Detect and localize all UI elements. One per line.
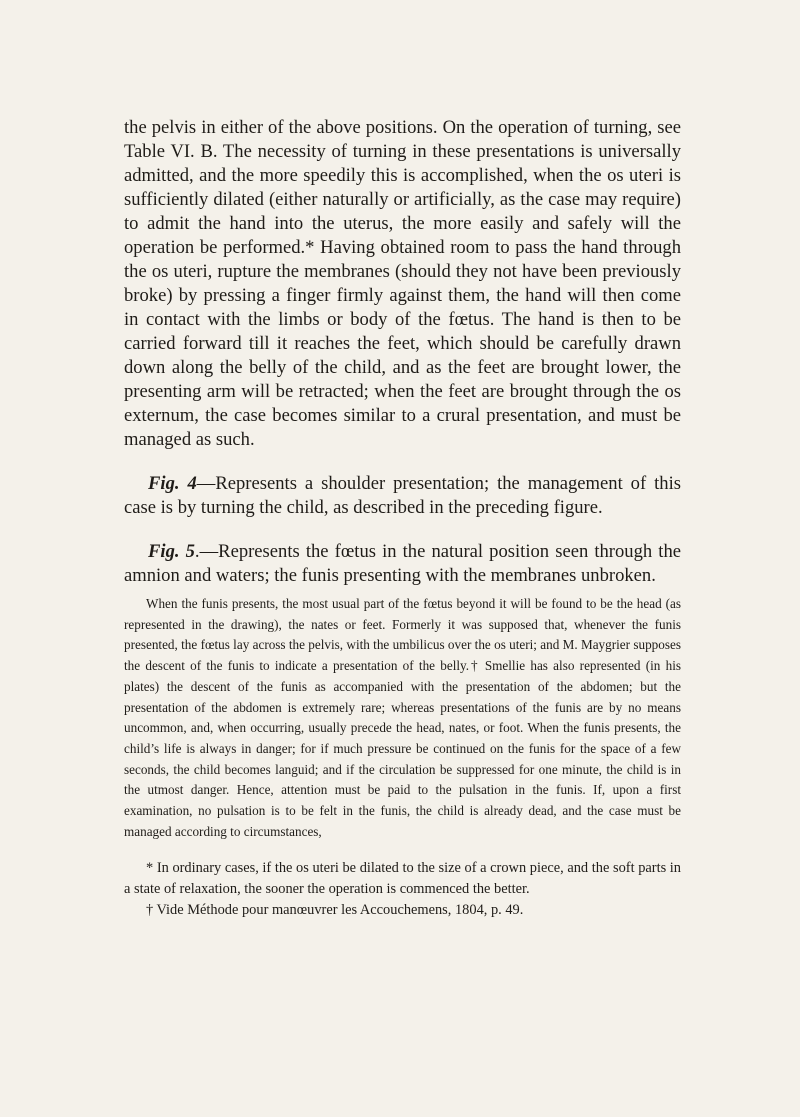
fig-5-label: Fig. 5 [148, 541, 195, 562]
footnotes [124, 858, 681, 921]
paragraph-fig-5 [124, 540, 681, 588]
paragraph-fig-4 [124, 472, 681, 520]
fig-4-text: —Represents a shoulder presentation; the management of this case is by turning the child, as described in the preceding figure. [124, 473, 681, 518]
paragraph-funis: When the funis presents, the most usual part of the fœtus beyond it will be found to be the head (as represented in the drawing), the nates or feet. Formerly it was supposed that, whenever the funis presented, the fœtus lay across the pelvis, with the umbilicus over the os uteri; and M. Maygrier supposes the descent of the funis to indicate a presentation of the belly.† Smellie has also represented (in his plates) the descent of the funis as accompanied with the presentation of the abdomen; but the presentation of the abdomen is extremely rare; whereas presentations of the funis are by no means uncommon, and, when occurring, usually precede the head, nates, or foot. When the funis presents, the child’s life is always in danger; for if much pressure be continued on the funis for the space of a few seconds, the child becomes languid; and if the circulation be suppressed for one minute, the child is in the utmost danger. Hence, attention must be paid to the pulsation in the funis. If, upon a first examination, no pulsation is to be felt in the funis, the child is already dead, and the case must be managed according to circumstances, [124, 596, 681, 839]
fig-5-text: .—Represents the fœtus in the natural position seen through the amnion and waters; the funis presenting with the membranes unbroken. [124, 541, 682, 586]
footnote-dagger: † Vide Méthode pour manœuvrer les Accouchemens, 1804, p. 49. [146, 902, 524, 919]
book-page [124, 116, 681, 921]
paragraph-turning: the pelvis in either of the above positions. On the operation of turning, see Table VI. B. The necessity of turning in these presentations is universally admitted, and the more speedily this is accomplished, when the os uteri is sufficiently dilated (either naturally or artificially, as the case may require) to admit the hand into the uterus, the more easily and safely will the operation be performed.* Having obtained room to pass the hand through the os uteri, rupture the membranes (should they not have been previously broke) by pressing a finger firmly against them, the hand will then come in contact with the limbs or body of the fœtus. The hand is then to be carried forward till it reaches the feet, which should be carefully drawn down along the belly of the child, and as the feet are brought lower, the presenting arm will be retracted; when the feet are brought through the os externum, the case becomes similar to a crural presentation, and must be managed as such. [124, 117, 681, 450]
fig-4-label: Fig. 4 [148, 473, 197, 494]
footnote-asterisk: * In ordinary cases, if the os uteri be dilated to the size of a crown piece, and the soft parts in a state of relaxation, the sooner the operation is commenced the better. [124, 860, 681, 898]
